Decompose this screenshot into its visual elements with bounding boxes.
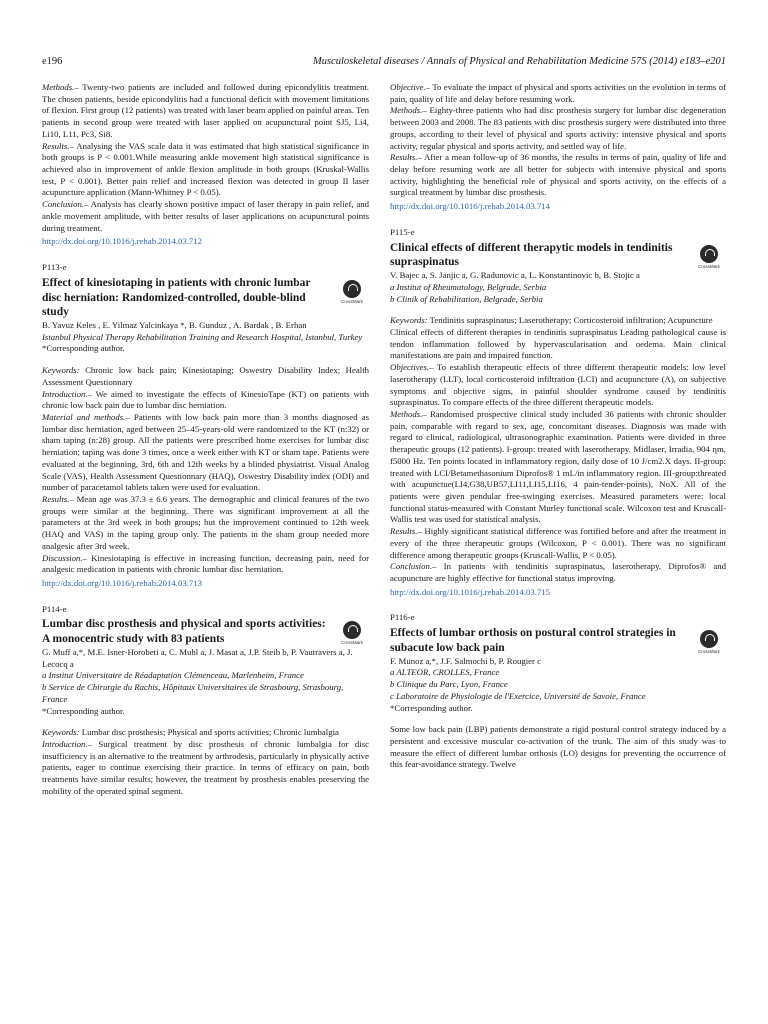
- objective-text: To evaluate the impact of physical and sports activities on the evolution in terms of pain, quality of life and delay before resuming work.: [390, 82, 726, 104]
- crossmark-badge[interactable]: [339, 280, 365, 305]
- conclusion-text: Analysis has clearly shown positive impact of laser therapy in pain relief, and ankle movement amplitude, with better results of laser applications on acupunctural points during treatment.: [42, 199, 369, 233]
- abstract-title: Clinical effects of different therapytic models in tendinitis supraspinatus: [390, 241, 673, 269]
- affiliation-c: c Laboratoire de Physiologie de l'Exercice, Université de Savoie, France: [390, 690, 646, 701]
- abstract-title: Effects of lumbar orthosis on postural control strategies in subacute low back pain: [390, 627, 676, 654]
- doi-link[interactable]: http://dx.doi.org/10.1016/j.rehab.2014.03.712: [42, 236, 203, 247]
- abstract-p113: [42, 262, 369, 590]
- abstract-p115: [390, 227, 726, 599]
- author-list: B. Yavuz Keles , E. Yilmaz Yalcinkaya *, B. Gunduz , A. Bardak , B. Erhan: [42, 319, 307, 330]
- introduction-label: Introduction.–: [42, 388, 92, 399]
- results-text: Analysing the VAS scale data it was estimated that high statistical significance in both groups is P < 0.001.While measuring ankle movement high statistical significance is achieved also in improvement of ankle flexion amplitude in both groups (Kruskal-Wallis test, P < 0.001). Better pain relief and increased flexion was detected in group II laser acupuncture application (Mann-Whitney P < 0.05).: [42, 140, 369, 198]
- introduction-text: We aimed to investigate the effects of KinesioTape (KT) on patients with chronic low back pain due to lumbar disc herniation.: [42, 388, 369, 411]
- results-text: After a mean follow-up of 36 months, the results in terms of pain, quality of life and delay before resuming work are all better for subjects with intensive physical and sports activity, highlighting the beneficial role of physical and sports activity, on the effects of a surgical treatment by lumbar disc prosthesis.: [390, 152, 726, 198]
- crossmark-icon: [700, 630, 718, 648]
- abstract-p114: [42, 604, 369, 798]
- methods-label: Material and methods.–: [42, 411, 130, 422]
- right-column: [390, 82, 726, 771]
- objective-label: Objective.–: [390, 82, 431, 92]
- page-header: [42, 56, 726, 70]
- abstract-id: P116-e: [390, 612, 415, 623]
- abstract-id: P114-e: [42, 603, 67, 614]
- body-text: Some low back pain (LBP) patients demonstrate a rigid postural control strategy induced by a persistent and excessive muscular co-activation of the trunk. The aim of this study was to measure the effect of different lumbar orthosis (LO) designs for preventing the occurrence of this fear-avoidance strategy. Twelve: [390, 724, 726, 770]
- crossmark-icon: [343, 280, 361, 298]
- affiliation-b: b Service de Chirurgie du Rachis, Hôpitaux Universitaires de Strasbourg, Strasbourg, France: [42, 682, 344, 704]
- results-label: Results.–: [390, 526, 422, 537]
- methods-text: Patients with low back pain more than 3 months diagnosed as lumbar disc herniation, aged between 25–45-years-old were randomized to the KT (n:32) or sham taping (n:28) group. All the patients were prescribed home exercises for lumbar disc herniation; taping was done 3 times, once a week either with KT or sham tape. Patients were evaluated at the beginning, 3rd, 6th and 12th weeks by a blinded physiatrist. Visual Analog Scale (VAS), Health Assessment Questionnary (HAQ), Oswestry Disability index (ODI) and number of paracetamol tablets taken were used for evaluation.: [42, 411, 369, 493]
- results-label: Results.–: [42, 140, 74, 151]
- doi-link[interactable]: http://dx.doi.org/10.1016/j.rehab.2014.03.714: [390, 201, 551, 212]
- crossmark-label: CrossMark: [341, 298, 363, 304]
- abstract-p116: [390, 612, 726, 771]
- affiliation-a: a ALTEOR, CROLLES, France: [390, 667, 500, 678]
- top-abstract-left: [42, 82, 369, 248]
- affiliation-b: b Clinik of Rehabilitation, Belgrade, Serbia: [390, 293, 543, 304]
- conclusion-text: In patients with tendinitis supraspinatus, laserotherapy, Diprofos® and acupuncture are highly effective for functional status improving.: [390, 561, 726, 584]
- results-text: Highly significant statistical difference was fortified before and after the treatment in every of the three therapeutic groups (Wilcoxon, P < 0.001). There was no significant difference among therapeutic groups (Kruscall-Wallis, P < 0.05).: [390, 526, 726, 560]
- abstract-id: P115-e: [390, 226, 415, 237]
- abstract-title: Lumbar disc prosthesis and physical and sports activities: A monocentric study with 83 patients: [42, 618, 326, 646]
- page-number: e196: [42, 56, 63, 67]
- doi-link[interactable]: http://dx.doi.org/10.1016/j.rehab.2014.03.713: [42, 578, 203, 589]
- crossmark-badge[interactable]: [696, 245, 722, 270]
- author-list: F. Munoz a,*, J.F. Salmochi b, P. Rougier c: [390, 655, 541, 666]
- methods-text: Eighty-three patients who had disc prosthesis surgery for lumbar disc degeneration between 2003 and 2008. The 83 patients with disc prosthesis surgery were distributed into three groups, according to their level of physical and sports activity: intensive physical and sports activity, regular physical and sports activity, and settled way of life.: [390, 105, 726, 151]
- abstract-title: Effect of kinesiotaping in patients with chronic lumbar disc herniation: Randomized-controlled, double-blind study: [42, 276, 311, 319]
- affiliation: Istanbul Physical Therapy Rehabilitation Training and Research Hospital, Istanbul, Turkey: [42, 331, 363, 342]
- methods-label: Methods.–: [390, 105, 427, 116]
- abstract-id: P113-e: [42, 262, 67, 273]
- keywords-text: Tendinitis supraspinatus; Laserotherapy; Corticosteroid infiltration; Acupuncture: [427, 315, 713, 326]
- conclusion-label: Conclusion.–: [42, 199, 89, 210]
- doi-link[interactable]: http://dx.doi.org/10.1016/j.rehab.2014.03.715: [390, 586, 551, 597]
- methods-label: Methods.–: [390, 408, 427, 419]
- crossmark-badge[interactable]: [696, 630, 722, 655]
- corresponding-author-note: *Corresponding author.: [42, 705, 125, 716]
- introduction-text: Clinical effects of different therapies in tendinitis supraspinatus Leading pathological cause is tendon inflammation followed by hypervascularisation and oedema. Main clinical manifestations are pain and impaired function.: [390, 326, 726, 361]
- crossmark-icon: [343, 621, 361, 639]
- affiliation-a: a Institut of Rheumatology, Belgrade, Serbia: [390, 281, 547, 292]
- keywords-label: Keywords:: [42, 365, 80, 376]
- keywords-text: Lumbar disc prosthesis; Physical and sports activities; Chronic lumbalgia: [79, 727, 339, 738]
- conclusion-label: Conclusion.–: [390, 561, 437, 572]
- crossmark-label: CrossMark: [698, 263, 720, 269]
- results-label: Results.–: [42, 494, 74, 504]
- running-head: Musculoskeletal diseases / Annals of Physical and Rehabilitation Medicine 57S (2014) e183–e201: [312, 56, 726, 67]
- crossmark-label: CrossMark: [341, 640, 363, 646]
- affiliation-a: a Institut Universitaire de Réadaptation Clémenceau, Marlenheim, France: [42, 670, 304, 681]
- crossmark-badge[interactable]: [339, 621, 365, 646]
- objectives-text: To establish therapeutic effects of three different therapeutic models: low level laserotherapy (LLT), local corticosteroid infiltration (LCI) and acupuncture (A), on subjective symptoms and objective signs, in painful shoulder syndrome caused by tendinitis supraspinatus. To compare effects of the three different therapeutic models.: [390, 362, 726, 408]
- introduction-text: Surgical treatment by disc prosthesis of chronic lumbalgia for disc insufficiency is an alternative to the treatment by arthrodesis, particularly in physically active patients, eager to continue exercising their practice. In terms of efficacy on pain, both treatments have similar results; however, the treatment by prosthesis enables preserving the mobility of the operated spinal segment.: [42, 738, 369, 796]
- keywords-label: Keywords:: [42, 727, 80, 738]
- author-list: G. Muff a,*, M.E. Isner-Horobeti a, C. Muhl a, J. Masat a, J.P. Steib b, P. Vautravers a, J. Lecocq a: [42, 646, 353, 669]
- objectives-label: Objectives.–: [390, 362, 434, 373]
- methods-label: Methods.–: [42, 82, 79, 92]
- corresponding-author-note: *Corresponding author.: [42, 343, 125, 354]
- introduction-label: Introduction.–: [42, 738, 92, 749]
- methods-text: Twenty-two patients are included and followed during epicondylitis treatment. The chosen patients, beside epicondylitis had a functional deficit with movement limitations of flexion. First group (12 patients) was treated with laser beam applied on painful areas. Ten patients in second group were treated with laser applied on acupunctural point SJ5, Li4, Li10, L11, Pc3, Si8.: [42, 82, 369, 139]
- corresponding-author-note: *Corresponding author.: [390, 702, 473, 713]
- discussion-label: Discussion.–: [42, 552, 87, 563]
- affiliation-b: b Clinique du Parc, Lyon, France: [390, 679, 508, 690]
- top-abstract-right: [390, 82, 726, 213]
- discussion-text: Kinesiotaping is effective in increasing function, decreasing pain, need for analgesic medication in patients with chronic lumbar disc herniation.: [42, 552, 369, 575]
- results-label: Results.–: [390, 152, 422, 163]
- methods-text: Randomised prospective clinical study included 36 patients with chronic shoulder pain, comparable with regard to sex, age, concomitant diseases. Diagnosis was made with regard to clinical, radiological, ultrasonographic examination. Patients were divided in three therapeutic groups (12 patients). I-group: treated with laserotherapy. Midlaser, Irradia, 904 ηm, f5000 Hz. Ten points located in inflammatory region, daily dose of 10 J/cm2.X days. II-group: treated with LCI/Betamethasonium Diprofos® 1 mL/in inflammatory region. III-group:threated with acupunctue(LI4,G38,UB57,LI11,LI15,LI16, 4 pain-tender-points), NoX. All of the patients were given pendular free-swinging exercises. Measured parameters were: local functional status-measured with Constant Murley functional scale. Wilcoxon test and Kruscall-Wallis test was used for statistical analysis.: [390, 408, 726, 525]
- keywords-text: Chronic low back pain; Kinesiotaping; Oswestry Disability Index; Health Assessment Questionnary: [42, 365, 369, 387]
- left-column: [42, 82, 369, 798]
- keywords-label: Keywords:: [390, 315, 428, 326]
- crossmark-icon: [700, 245, 718, 263]
- results-text: Mean age was 37.3 ± 6.6 years. The demographic and clinical features of the two groups were similar at the beginning. There was significant improvement at all the parameters at the 3rd week in both groups; but the improvement continued to 12th week (HAQ and VAS) in the taping group only. The patients in the sham group needed more analgesic after 3rd week.: [42, 494, 369, 551]
- author-list: V. Bajec a, S. Janjic a, G. Radunovic a, L. Konstantinovic b, B. Stojic a: [390, 270, 640, 281]
- crossmark-label: CrossMark: [698, 649, 720, 655]
